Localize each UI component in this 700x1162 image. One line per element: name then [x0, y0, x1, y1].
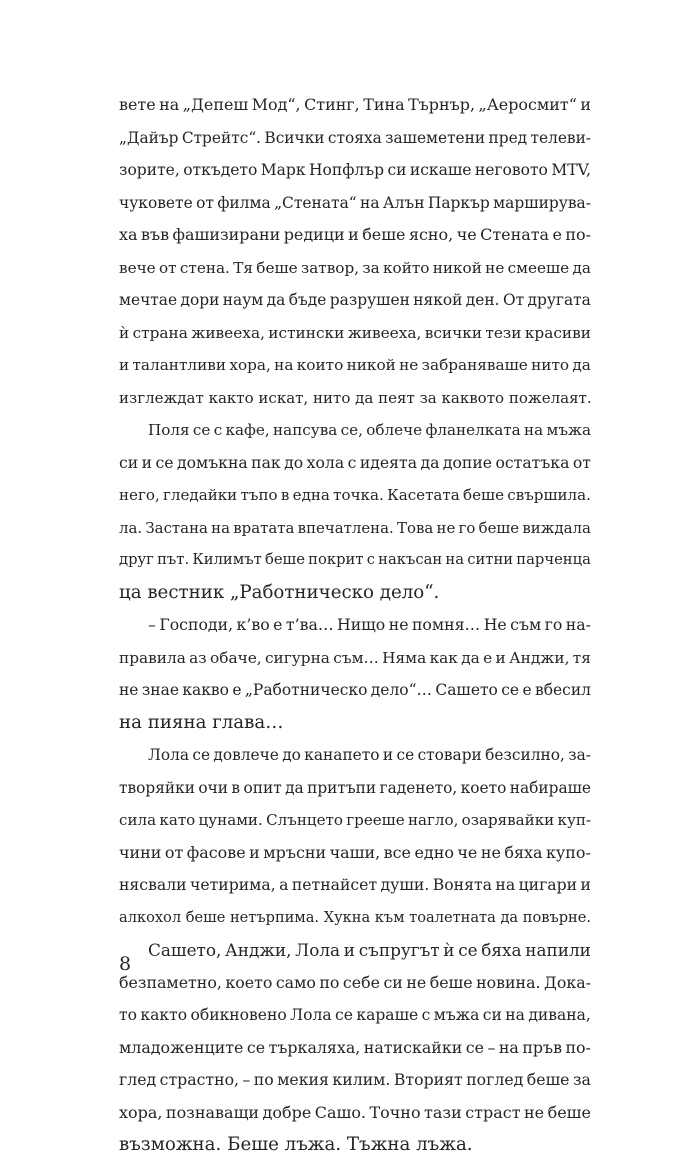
text-line: ла. Застана на вратата впечатлена. Това не го беше виждала — [119, 518, 591, 537]
text-line: чини от фасове и мръсни чаши, все едно че не бяха купо- — [119, 842, 591, 862]
text-line: не знае какво е „Работническо дело“… Сашето се е вбесил — [119, 681, 591, 699]
text-line: безпаметно, което само по себе си не беше новина. Дока- — [119, 972, 591, 992]
text-line: и талантливи хора, на които никой не забраняваше нито да — [119, 356, 591, 374]
text-line: ѝ страна живееха, истински живееха, всички тези красиви — [119, 323, 591, 342]
text-line: на пияна глава… — [119, 711, 284, 733]
text-line: „Дайър Стрейтс“. Всички стояха зашеметени пред телеви- — [119, 128, 591, 147]
body-text — [119, 89, 591, 1162]
text-line: него, гледайки тъпо в една точка. Касетата беше свършила. — [119, 486, 591, 504]
text-line: Поля се с кафе, напсува се, облече фланелката на мъжа — [148, 421, 591, 439]
text-line: сила като цунами. Слънцето грееше нагло, озарявайки куп- — [119, 811, 591, 829]
text-line: си и се домъкна пак до хола с идеята да допие остатъка от — [119, 452, 591, 472]
text-line: глед страстно, – по мекия килим. Вторият поглед беше за — [119, 1070, 591, 1089]
text-line: вете на „Депеш Мод“, Стинг, Тина Търнър, „Аеросмит“ и — [119, 95, 591, 114]
text-line: творяйки очи в опит да притъпи гаденето, което набираше — [119, 778, 591, 797]
text-line: Сашето, Анджи, Лола и съпругът ѝ се бяха напили — [148, 940, 591, 960]
text-line: изглеждат както искат, нито да пеят за каквото пожелаят. — [119, 388, 592, 407]
text-line: зорите, откъдето Марк Нопфлър си искаше неговото MTV, — [119, 161, 591, 179]
text-line: друг път. Килимът беше покрит с накъсан на ситни парченца — [119, 551, 591, 568]
text-line: хора, познаващи добре Сашо. Точно тази страст не беше — [119, 1102, 591, 1122]
text-line: то както обикновено Лола се караше с мъжа си на дивана, — [119, 1006, 591, 1024]
text-line: – Господи, к’во е т’ва… Нищо не помня… Не съм го на- — [148, 615, 591, 634]
text-line: ха във фашизирани редици и беше ясно, че Стената е по- — [119, 225, 591, 244]
text-line: вече от стена. Тя беше затвор, за който никой не смееше да — [119, 258, 591, 277]
text-line: чуковете от филма „Стената“ на Алън Паркър марширува- — [119, 193, 591, 212]
text-line: ца вестник „Работническо дело“. — [119, 581, 440, 603]
text-line: правила аз обаче, сигурна съм… Няма как да е и Анджи, тя — [119, 648, 591, 667]
text-line: алкохол беше нетърпима. Хукна към тоалетната да повърне. — [119, 908, 592, 926]
text-line: нясвали четирима, а петнайсет души. Вонята на цигари и — [119, 875, 591, 894]
text-line: Лола се довлече до канапето и се стовари безсилно, за- — [148, 746, 591, 764]
text-line: мечтае дори наум да бъде разрушен някой ден. От другата — [119, 291, 591, 309]
page-number: 8 — [119, 953, 132, 975]
text-line: възможна. Беше лъжа. Тъжна лъжа. — [119, 1134, 473, 1155]
text-line: младоженците се търкаляха, натискайки се – на пръв по- — [119, 1037, 591, 1057]
